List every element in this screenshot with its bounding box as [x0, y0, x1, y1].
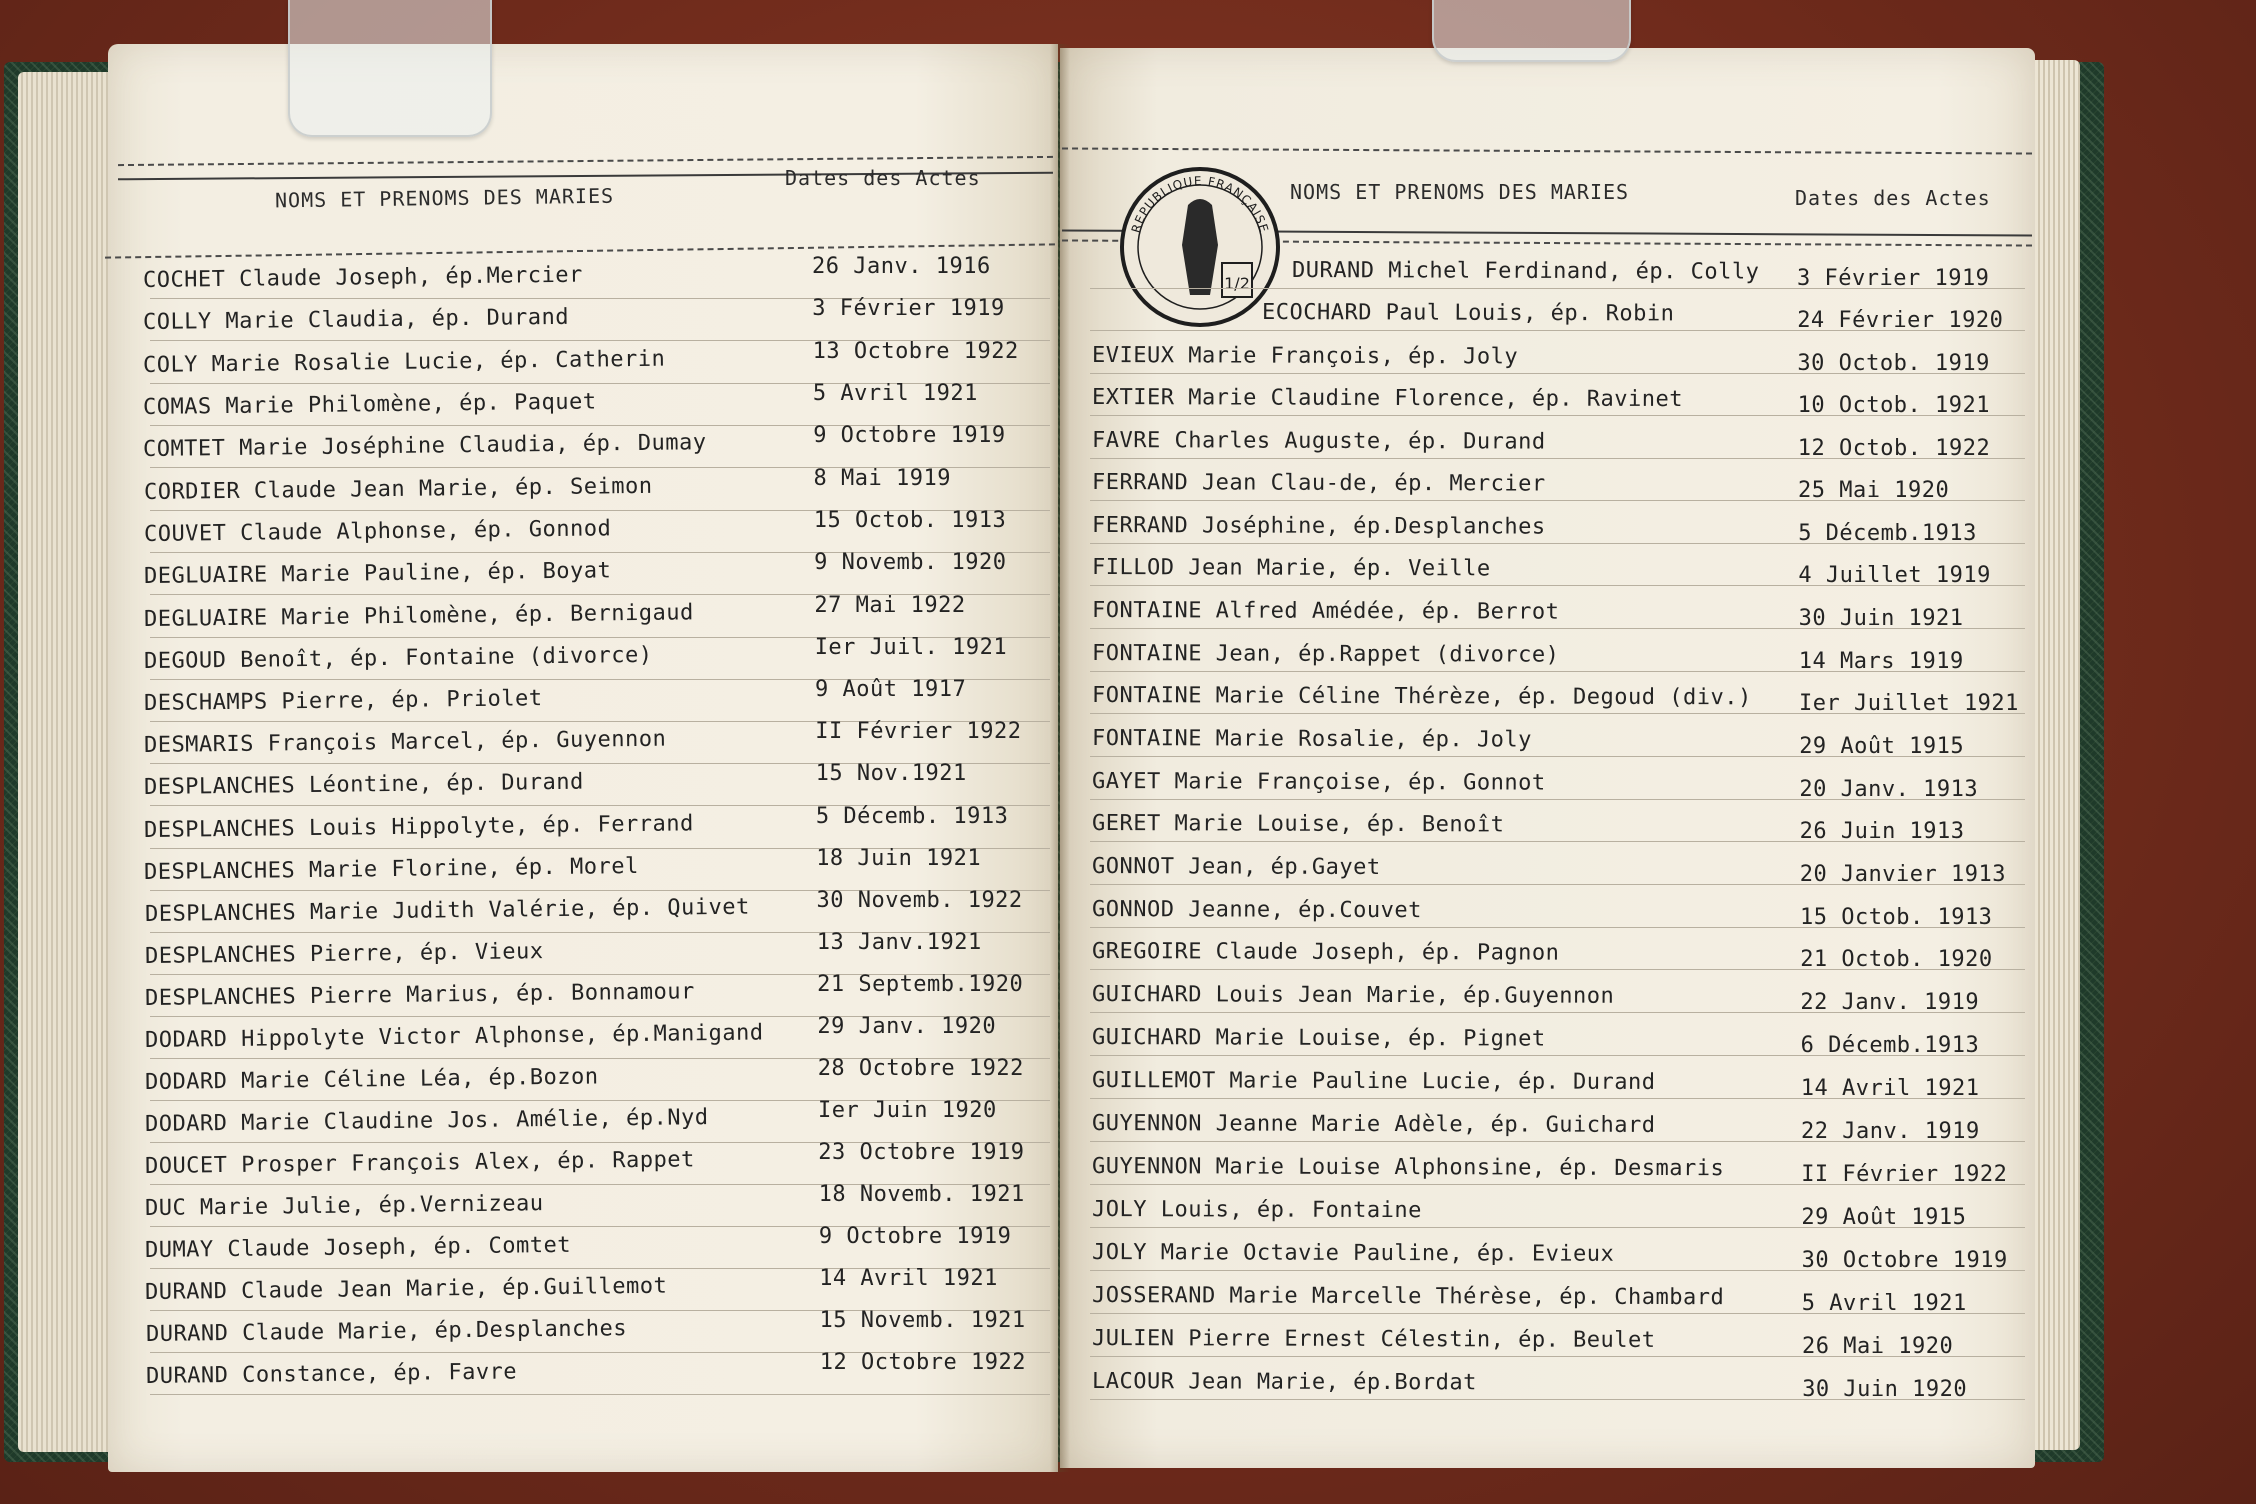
entry-date: 30 Octobre 1919: [1801, 1247, 2008, 1273]
entry-name: COMAS Marie Philomène, ép. Paquet: [143, 389, 598, 421]
entry-name: DODARD Marie Claudine Jos. Amélie, ép.Nyd: [144, 1105, 709, 1137]
ruled-line: [1090, 884, 2025, 885]
entry-date: 22 Janv. 1919: [1800, 990, 1980, 1016]
entry-name: COMTET Marie Joséphine Claudia, ép. Dumay: [143, 430, 708, 463]
stamp-value: 1/2: [1224, 274, 1250, 293]
entry-name: EVIEUX Marie François, ép. Joly: [1091, 342, 1519, 370]
entry-date: 14 Avril 1921: [819, 1265, 998, 1291]
entry-date: 4 Juillet 1919: [1798, 563, 1991, 589]
entry-date: 9 Octobre 1919: [813, 423, 1006, 449]
entry-name: DESPLANCHES Marie Florine, ép. Morel: [144, 853, 640, 885]
entry-date: 13 Janv.1921: [816, 929, 982, 955]
ruled-line: [150, 1394, 1050, 1395]
entry-name: DURAND Claude Jean Marie, ép.Guillemot: [145, 1273, 668, 1305]
entry-name: EXTIER Marie Claudine Florence, ép. Ravinet: [1091, 385, 1684, 413]
entry-name: FERRAND Joséphine, ép.Desplanches: [1091, 512, 1546, 540]
ruled-line: [1090, 628, 2025, 629]
entry-name: GERET Marie Louise, ép. Benoît: [1091, 811, 1505, 838]
ruled-line: [1090, 969, 2025, 970]
entry-date: 8 Mai 1919: [813, 465, 951, 491]
entry-name: GONNOD Jeanne, ép.Couvet: [1091, 896, 1422, 923]
entry-date: 10 Octob. 1921: [1797, 393, 1991, 419]
entry-name: DESCHAMPS Pierre, ép. Priolet: [143, 686, 543, 716]
entry-date: 13 Octobre 1922: [812, 338, 1019, 364]
entry-date: 23 Octobre 1919: [818, 1139, 1025, 1165]
entry-name: JOLY Marie Octavie Pauline, ép. Evieux: [1091, 1239, 1615, 1267]
entry-date: 20 Janvier 1913: [1799, 861, 2006, 887]
ruled-line: [1090, 1227, 2025, 1228]
entry-name: FONTAINE Jean, ép.Rappet (divorce): [1091, 640, 1560, 668]
entry-name: DEGOUD Benoît, ép. Fontaine (divorce): [143, 642, 653, 674]
ruled-line: [1090, 500, 2025, 501]
entry-name: GUYENNON Marie Louise Alphonsine, ép. Desmaris: [1091, 1153, 1725, 1181]
stamp-top-text: REPUBLIQUE FRANÇAISE: [1128, 173, 1272, 235]
entry-name: CORDIER Claude Jean Marie, ép. Seimon: [143, 473, 653, 505]
entry-date: Ier Juillet 1921: [1799, 691, 2019, 717]
entry-name: LACOUR Jean Marie, ép.Bordat: [1091, 1368, 1477, 1395]
entry-date: Ier Juil. 1921: [814, 634, 1008, 660]
entry-name: GAYET Marie Françoise, ép. Gonnot: [1091, 768, 1546, 796]
entry-date: 29 Janv. 1920: [817, 1013, 997, 1039]
entry-name: DOUCET Prosper François Alex, ép. Rappet: [144, 1147, 696, 1179]
entry-date: 9 Novemb. 1920: [814, 550, 1007, 576]
ruled-line: [1090, 1012, 2025, 1013]
entry-name: DUC Marie Julie, ép.Vernizeau: [145, 1191, 544, 1221]
entry-name: JOLY Louis, ép. Fontaine: [1091, 1196, 1422, 1223]
entry-name: GUILLEMOT Marie Pauline Lucie, ép. Durand: [1091, 1067, 1656, 1095]
ruled-line: [1090, 585, 2025, 586]
entry-date: 29 Août 1915: [1799, 733, 1965, 759]
right-header-dates: Dates des Actes: [1795, 186, 1991, 210]
ruled-line: [1090, 1055, 2025, 1056]
ruled-line: [1090, 799, 2025, 800]
entry-date: II Février 1922: [1801, 1161, 2008, 1187]
entry-name: JOSSERAND Marie Marcelle Thérèse, ép. Chambard: [1091, 1282, 1725, 1310]
ruled-line: [1090, 1356, 2025, 1357]
ruled-line: [1090, 373, 2025, 374]
entry-date: 28 Octobre 1922: [817, 1055, 1024, 1081]
entry-date: 15 Octob. 1913: [813, 508, 1007, 534]
ruled-line: [1090, 415, 2025, 416]
entry-date: 27 Mai 1922: [814, 592, 966, 618]
book-spine: [1050, 44, 1070, 1472]
entry-date: 12 Octob. 1922: [1797, 435, 1991, 461]
entry-date: 30 Octob. 1919: [1797, 350, 1990, 376]
entry-date: 26 Juin 1913: [1799, 819, 1965, 845]
entry-date: 5 Décemb.1913: [1798, 520, 1977, 546]
ruled-line: [1090, 927, 2025, 928]
entry-date: 30 Juin 1921: [1798, 605, 1964, 631]
entry-name: DEGLUAIRE Marie Pauline, ép. Boyat: [143, 558, 612, 590]
entry-date: 22 Janv. 1919: [1801, 1118, 1980, 1144]
entry-name: DEGLUAIRE Marie Philomène, ép. Bernigaud: [143, 599, 694, 632]
entry-date: 18 Novemb. 1921: [818, 1181, 1025, 1207]
ruled-line: [1090, 841, 2025, 842]
entry-name: COUVET Claude Alphonse, ép. Gonnod: [143, 516, 612, 548]
entry-date: 20 Janv. 1913: [1799, 776, 1979, 802]
entry-date: 26 Janv. 1916: [812, 254, 991, 279]
entry-name: COLY Marie Rosalie Lucie, ép. Catherin: [143, 346, 666, 378]
entry-date: 30 Novemb. 1922: [816, 887, 1023, 913]
entry-date: 26 Mai 1920: [1802, 1333, 1954, 1359]
entry-date: 12 Octobre 1922: [819, 1349, 1026, 1375]
entry-name: GUICHARD Marie Louise, ép. Pignet: [1091, 1025, 1546, 1052]
entry-name: COCHET Claude Joseph, ép.Mercier: [142, 262, 583, 293]
entry-name: DESPLANCHES Pierre, ép. Vieux: [144, 938, 544, 969]
entry-date: 15 Octob. 1913: [1800, 904, 1993, 930]
entry-date: 9 Octobre 1919: [818, 1223, 1012, 1249]
entry-date: 3 Février 1919: [812, 296, 1005, 322]
ruled-line: [1090, 1399, 2025, 1400]
left-header-names: NOMS ET PRENOMS DES MARIES: [274, 183, 615, 213]
ruled-line: [1090, 458, 2025, 459]
entry-name: DODARD Marie Céline Léa, ép.Bozon: [144, 1064, 599, 1095]
entry-name: FONTAINE Marie Céline Thérèze, ép. Degoud (div.): [1091, 683, 1752, 711]
entry-date: 15 Novemb. 1921: [819, 1307, 1026, 1333]
entry-name: FAVRE Charles Auguste, ép. Durand: [1091, 427, 1546, 455]
page-clip-left: [288, 0, 492, 137]
entry-date: 21 Octob. 1920: [1800, 947, 1993, 973]
ruled-line: [1090, 330, 2025, 331]
entry-name: FONTAINE Alfred Amédée, ép. Berrot: [1091, 597, 1560, 625]
entry-name: DURAND Claude Marie, ép.Desplanches: [145, 1315, 627, 1347]
entry-date: Ier Juin 1920: [818, 1098, 997, 1123]
entry-name: DODARD Hippolyte Victor Alphonse, ép.Manigand: [144, 1020, 764, 1053]
entry-name: DESPLANCHES Léontine, ép. Durand: [144, 769, 585, 801]
ruled-line: [1090, 543, 2025, 544]
ruled-line: [1090, 756, 2025, 757]
ruled-line: [1090, 671, 2025, 672]
entry-date: 14 Avril 1921: [1800, 1075, 1980, 1101]
entry-name: FERRAND Jean Clau-de, ép. Mercier: [1091, 470, 1546, 497]
ruled-line: [1090, 1313, 2025, 1314]
ruled-line: [1090, 1141, 2025, 1142]
entry-name: DESPLANCHES Pierre Marius, ép. Bonnamour: [144, 979, 695, 1011]
entry-name: DURAND Michel Ferdinand, ép. Colly: [1291, 258, 1760, 285]
entry-date: 30 Juin 1920: [1802, 1376, 1968, 1402]
entry-name: DESPLANCHES Marie Judith Valérie, ép. Quivet: [144, 894, 750, 927]
entry-date: 3 Février 1919: [1797, 266, 1990, 291]
page-edges-left: [18, 72, 118, 1452]
entry-name: DESPLANCHES Louis Hippolyte, ép. Ferrand: [144, 810, 695, 843]
entry-name: GONNOT Jean, ép.Gayet: [1091, 853, 1381, 880]
entry-name: COLLY Marie Claudia, ép. Durand: [142, 305, 570, 336]
ruled-line: [1090, 1184, 2025, 1185]
entry-name: FONTAINE Marie Rosalie, ép. Joly: [1091, 725, 1532, 753]
entry-name: GUICHARD Louis Jean Marie, ép.Guyennon: [1091, 982, 1615, 1010]
entry-name: FILLOD Jean Marie, ép. Veille: [1091, 555, 1491, 582]
ruled-line: [1090, 1270, 2025, 1271]
entry-date: 6 Décemb.1913: [1800, 1033, 1980, 1059]
page-clip-right: [1432, 0, 1631, 62]
entry-date: 21 Septemb.1920: [817, 971, 1024, 997]
entry-name: DESMARIS François Marcel, ép. Guyennon: [143, 726, 667, 759]
entry-name: JULIEN Pierre Ernest Célestin, ép. Beulet: [1091, 1325, 1656, 1353]
entry-date: 15 Nov.1921: [815, 761, 967, 787]
entry-date: 5 Décemb. 1913: [815, 803, 1009, 829]
entry-date: 29 Août 1915: [1801, 1204, 1967, 1230]
entry-date: 18 Juin 1921: [816, 845, 982, 871]
ruled-line: [1090, 288, 2025, 289]
entry-name: GREGOIRE Claude Joseph, ép. Pagnon: [1091, 939, 1560, 967]
entry-date: II Février 1922: [815, 719, 1022, 745]
entry-date: 25 Mai 1920: [1798, 478, 1950, 504]
entry-date: 14 Mars 1919: [1798, 648, 1964, 674]
left-header-dates: Dates des Actes: [785, 166, 981, 190]
entry-date: 9 Août 1917: [815, 677, 967, 702]
entry-name: GUYENNON Jeanne Marie Adèle, ép. Guichard: [1091, 1110, 1656, 1138]
entry-date: 5 Avril 1921: [812, 381, 978, 407]
entry-name: DUMAY Claude Joseph, ép. Comtet: [145, 1232, 572, 1263]
right-header-names: NOMS ET PRENOMS DES MARIES: [1290, 180, 1630, 204]
entry-date: 24 Février 1920: [1797, 308, 2004, 334]
entry-date: 5 Avril 1921: [1801, 1290, 1967, 1316]
ruled-line: [1090, 713, 2025, 714]
entry-name: DURAND Constance, ép. Favre: [145, 1359, 517, 1389]
entry-name: ECOCHARD Paul Louis, ép. Robin: [1261, 300, 1675, 327]
stamp-seal: [1118, 165, 1283, 330]
ruled-line: [1090, 1098, 2025, 1099]
